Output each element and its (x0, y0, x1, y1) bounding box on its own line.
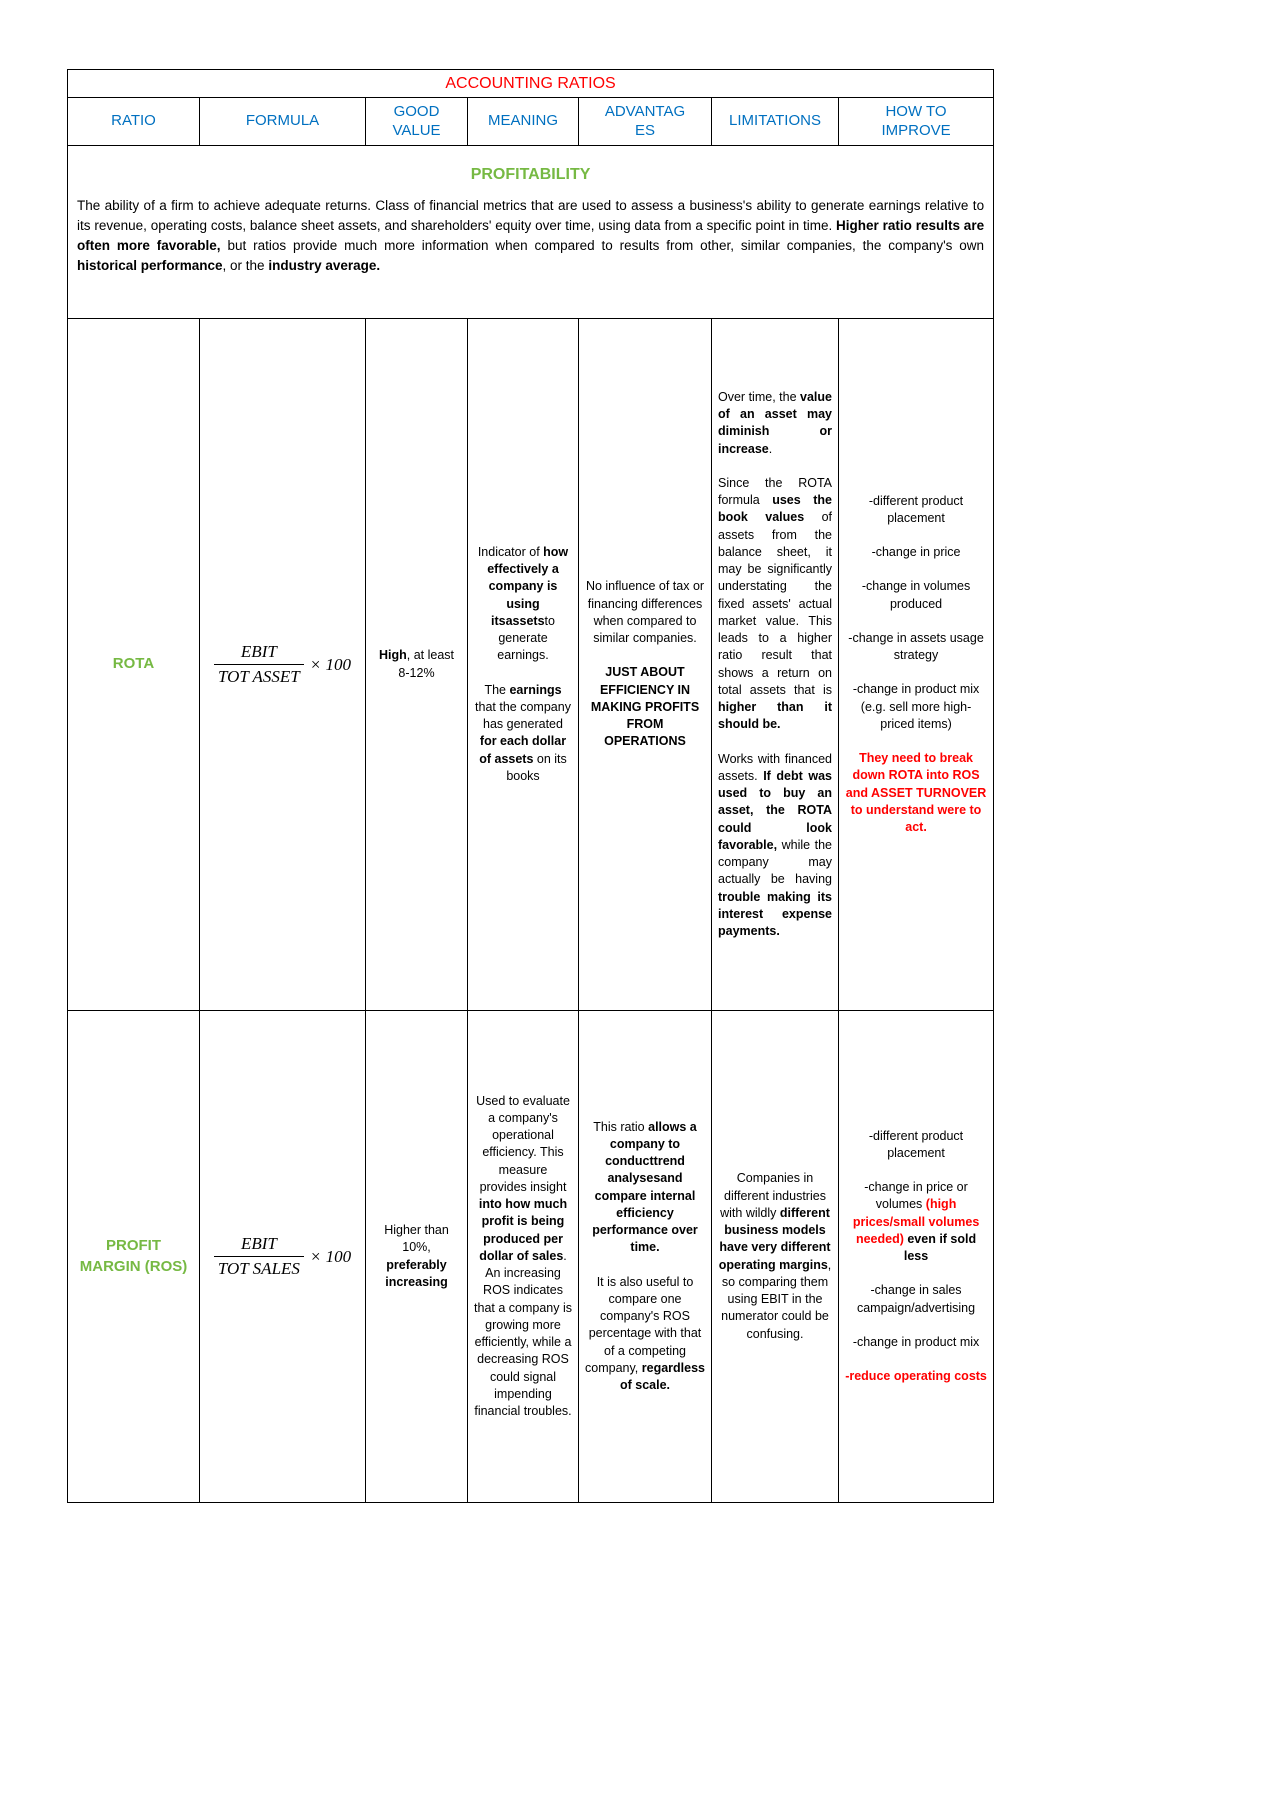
header-row (68, 98, 994, 146)
profitability-description: The ability of a firm to achieve adequate returns. Class of financial metrics that are used to assess a business's ability to generate earnings relative to its revenue, operating costs, balance sheet assets, and shareholders' equity over time, using data from a specific point in time. Higher ratio results are often more favorable, but ratios provide much more information when compared to results from other, similar companies, the company's own historical performance, or the industry average. (77, 198, 985, 273)
ros-formula (214, 1234, 351, 1279)
formula-fraction (214, 1234, 304, 1279)
formula-fraction (214, 642, 304, 687)
column-header-label: LIMITATIONS (729, 112, 821, 130)
title-row (68, 70, 994, 98)
formula-multiplier: × 100 (309, 1246, 352, 1266)
rota-meaning: Indicator of how effectively a company is using itsassetsto generate earnings. The earnings that the company has generated for each dollar of assets on its books (468, 319, 579, 1011)
accounting-ratios-table (67, 69, 994, 1503)
formula-multiplier: × 100 (309, 654, 351, 674)
ros-formula-cell (200, 1011, 366, 1503)
column-header-ratio (68, 98, 200, 146)
column-header-label: FORMULA (245, 112, 320, 130)
formula-numerator: EBIT (240, 642, 277, 661)
profitability-section-row (68, 146, 994, 319)
table-row-rota (68, 319, 994, 1011)
rota-good-value: High, at least 8-12% (366, 319, 468, 1011)
ros-meaning: Used to evaluate a company's operational efficiency. This measure provides insight into how much profit is being produced per dollar of sales. An increasing ROS indicates that a company is growing more efficiently, while a decreasing ROS could signal impending financial troubles. (468, 1011, 579, 1503)
rota-ratio-label: ROTA (68, 319, 200, 1011)
rota-how-to-improve: -different product placement -change in price -change in volumes produced -change in assets usage strategy -change in product mix (e.g. sell more high-priced items) They need to break down ROTA into ROS and ASSET TURNOVER to understand were to act. (839, 319, 994, 1011)
column-header-label: MEANING (487, 112, 558, 130)
column-header-label: HOW TO IMPROVE (881, 102, 951, 139)
rota-formula-cell (200, 319, 366, 1011)
rota-advantages: No influence of tax or financing differences when compared to similar companies. JUST ABOUT EFFICIENCY IN MAKING PROFITS FROM OPERATIONS (579, 319, 712, 1011)
formula-denominator: TOT SALES (214, 1256, 304, 1279)
column-header-meaning (468, 98, 579, 146)
column-header-good-value (366, 98, 468, 146)
profitability-section (68, 146, 994, 319)
rota-formula (214, 642, 351, 687)
column-header-limitations (712, 98, 839, 146)
section-title-profitability: PROFITABILITY (470, 166, 591, 183)
ros-limitations: Companies in different industries with wildly different business models have very different operating margins, so comparing them using EBIT in the numerator could be confusing. (712, 1011, 839, 1503)
table-title: ACCOUNTING RATIOS (68, 70, 994, 98)
column-header-label: ADVANTAGES (604, 102, 686, 139)
ros-how-to-improve: -different product placement -change in price or volumes (high prices/small volumes needed) even if sold less -change in sales campaign/advertising -change in product mix -reduce operating costs (839, 1011, 994, 1503)
column-header-how-to-improve (839, 98, 994, 146)
ros-good-value: Higher than 10%, preferably increasing (366, 1011, 468, 1503)
ros-ratio-label: PROFIT MARGIN (ROS) (68, 1011, 200, 1503)
column-header-formula (200, 98, 366, 146)
formula-denominator: TOT ASSET (214, 664, 304, 687)
column-header-label: RATIO (111, 112, 156, 130)
column-header-advantages (579, 98, 712, 146)
column-header-label: GOOD VALUE (392, 102, 441, 139)
ros-advantages: This ratio allows a company to conducttrend analysesand compare internal efficiency performance over time. It is also useful to compare one company's ROS percentage with that of a competing company, regardless of scale. (579, 1011, 712, 1503)
rota-limitations: Over time, the value of an asset may diminish or increase. Since the ROTA formula uses the book values of assets from the balance sheet, it may be significantly understating the fixed assets' actual market value. This leads to a higher ratio result that shows a return on total assets that is higher than it should be. Works with financed assets. If debt was used to buy an asset, the ROTA could look favorable, while the company may actually be having trouble making its interest expense payments. (712, 319, 839, 1011)
table-row-profit-margin-ros (68, 1011, 994, 1503)
formula-numerator: EBIT (240, 1234, 277, 1253)
